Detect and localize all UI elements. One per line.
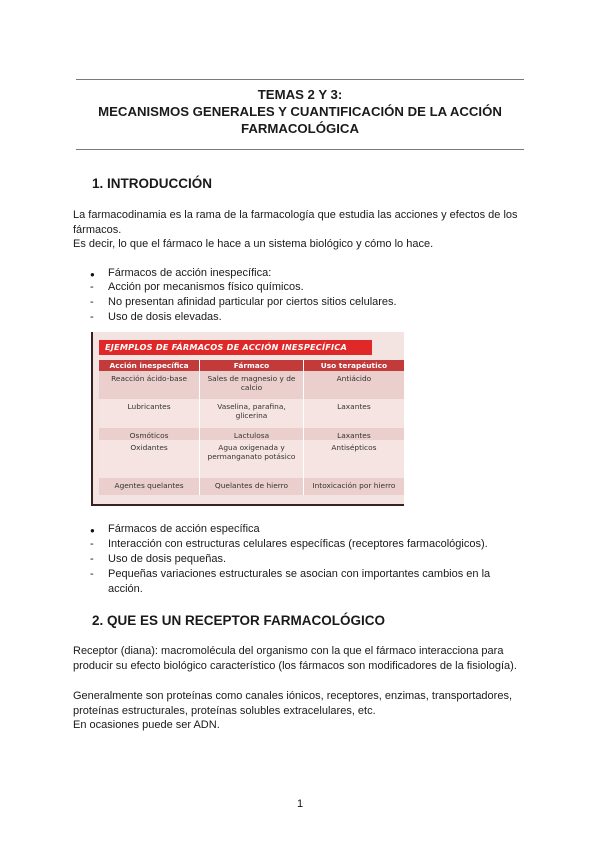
list-1-item: Acción por mecanismos físico químicos. bbox=[108, 281, 304, 293]
table-cell: Oxidantes bbox=[99, 440, 200, 478]
table-row bbox=[99, 371, 404, 399]
dash-marker: - bbox=[90, 538, 94, 550]
section-2-heading: 2. QUE ES UN RECEPTOR FARMACOLÓGICO bbox=[92, 613, 386, 628]
table-cell: Lubricantes bbox=[99, 399, 200, 428]
document-title bbox=[76, 86, 524, 137]
list-1-item: No presentan afinidad particular por ciertos sitios celulares. bbox=[108, 296, 397, 308]
title-line-3: FARMACOLÓGICA bbox=[241, 121, 359, 136]
table-cell: Intoxicación por hierro bbox=[303, 478, 404, 495]
table-cell: Laxantes bbox=[303, 428, 404, 440]
list-2-item: Pequeñas variaciones estructurales se asocian con importantes cambios en la acción. bbox=[108, 568, 491, 595]
table-row bbox=[99, 428, 404, 440]
table-cell: Agua oxigenada y permanganato potásico bbox=[200, 440, 304, 478]
list-2-item: Uso de dosis pequeñas. bbox=[108, 553, 227, 565]
table-cell: Vaselina, parafina, glicerina bbox=[200, 399, 304, 428]
table-header-cell: Fármaco bbox=[200, 360, 304, 371]
receptor-paragraph-1: Receptor (diana): macromolécula del organismo con la que el fármaco interacciona para producir su efecto biológico característico (los fármacos son modificadores de la fisiología). bbox=[73, 645, 517, 672]
nonspecific-drugs-table bbox=[99, 360, 404, 495]
table-cell: Osmóticos bbox=[99, 428, 200, 440]
table-row bbox=[99, 399, 404, 428]
list-1-bullet: Fármacos de acción inespecífica: bbox=[108, 267, 272, 279]
intro-paragraph-2: Es decir, lo que el fármaco le hace a un sistema biológico y cómo lo hace. bbox=[73, 238, 434, 250]
dash-marker: - bbox=[90, 281, 94, 293]
dash-marker: - bbox=[90, 296, 94, 308]
table-header-row bbox=[99, 360, 404, 371]
figure-banner: EJEMPLOS DE FÁRMACOS DE ACCIÓN INESPECÍFICA bbox=[99, 340, 372, 355]
bullet-marker: ● bbox=[90, 526, 95, 535]
table-header-cell: Uso terapéutico bbox=[303, 360, 404, 371]
dash-marker: - bbox=[90, 568, 94, 580]
list-1-item: Uso de dosis elevadas. bbox=[108, 311, 222, 323]
receptor-paragraph-3: En ocasiones puede ser ADN. bbox=[73, 719, 220, 731]
table-cell: Reacción ácido-base bbox=[99, 371, 200, 399]
nonspecific-drugs-figure bbox=[91, 332, 404, 506]
section-1-heading: 1. INTRODUCCIÓN bbox=[92, 176, 213, 191]
dash-marker: - bbox=[90, 311, 94, 323]
bullet-marker: ● bbox=[90, 270, 95, 279]
table-cell: Laxantes bbox=[303, 399, 404, 428]
page-number: 1 bbox=[296, 798, 304, 810]
intro-paragraph-1: La farmacodinamia es la rama de la farmacología que estudia las acciones y efectos de los fármacos. bbox=[73, 209, 518, 236]
table-cell: Quelantes de hierro bbox=[200, 478, 304, 495]
title-line-1: TEMAS 2 Y 3: bbox=[257, 87, 343, 102]
list-2-bullet: Fármacos de acción específica bbox=[108, 523, 260, 535]
top-rule bbox=[76, 79, 524, 80]
title-line-2: MECANISMOS GENERALES Y CUANTIFICACIÓN DE LA ACCIÓN bbox=[98, 104, 502, 119]
table-cell: Lactulosa bbox=[200, 428, 304, 440]
list-2-item: Interacción con estructuras celulares específicas (receptores farmacológicos). bbox=[108, 538, 488, 550]
table-header-cell: Acción inespecífica bbox=[99, 360, 200, 371]
title-bottom-rule bbox=[76, 149, 524, 150]
table-row bbox=[99, 440, 404, 478]
receptor-paragraph-2: Generalmente son proteínas como canales iónicos, receptores, enzimas, transportadores, proteínas estructurales, proteínas solubles extracelulares, etc. bbox=[73, 690, 513, 717]
table-cell: Antisépticos bbox=[303, 440, 404, 478]
table-cell: Agentes quelantes bbox=[99, 478, 200, 495]
dash-marker: - bbox=[90, 553, 94, 565]
table-cell: Antiácido bbox=[303, 371, 404, 399]
table-row bbox=[99, 478, 404, 495]
table-cell: Sales de magnesio y de calcio bbox=[200, 371, 304, 399]
